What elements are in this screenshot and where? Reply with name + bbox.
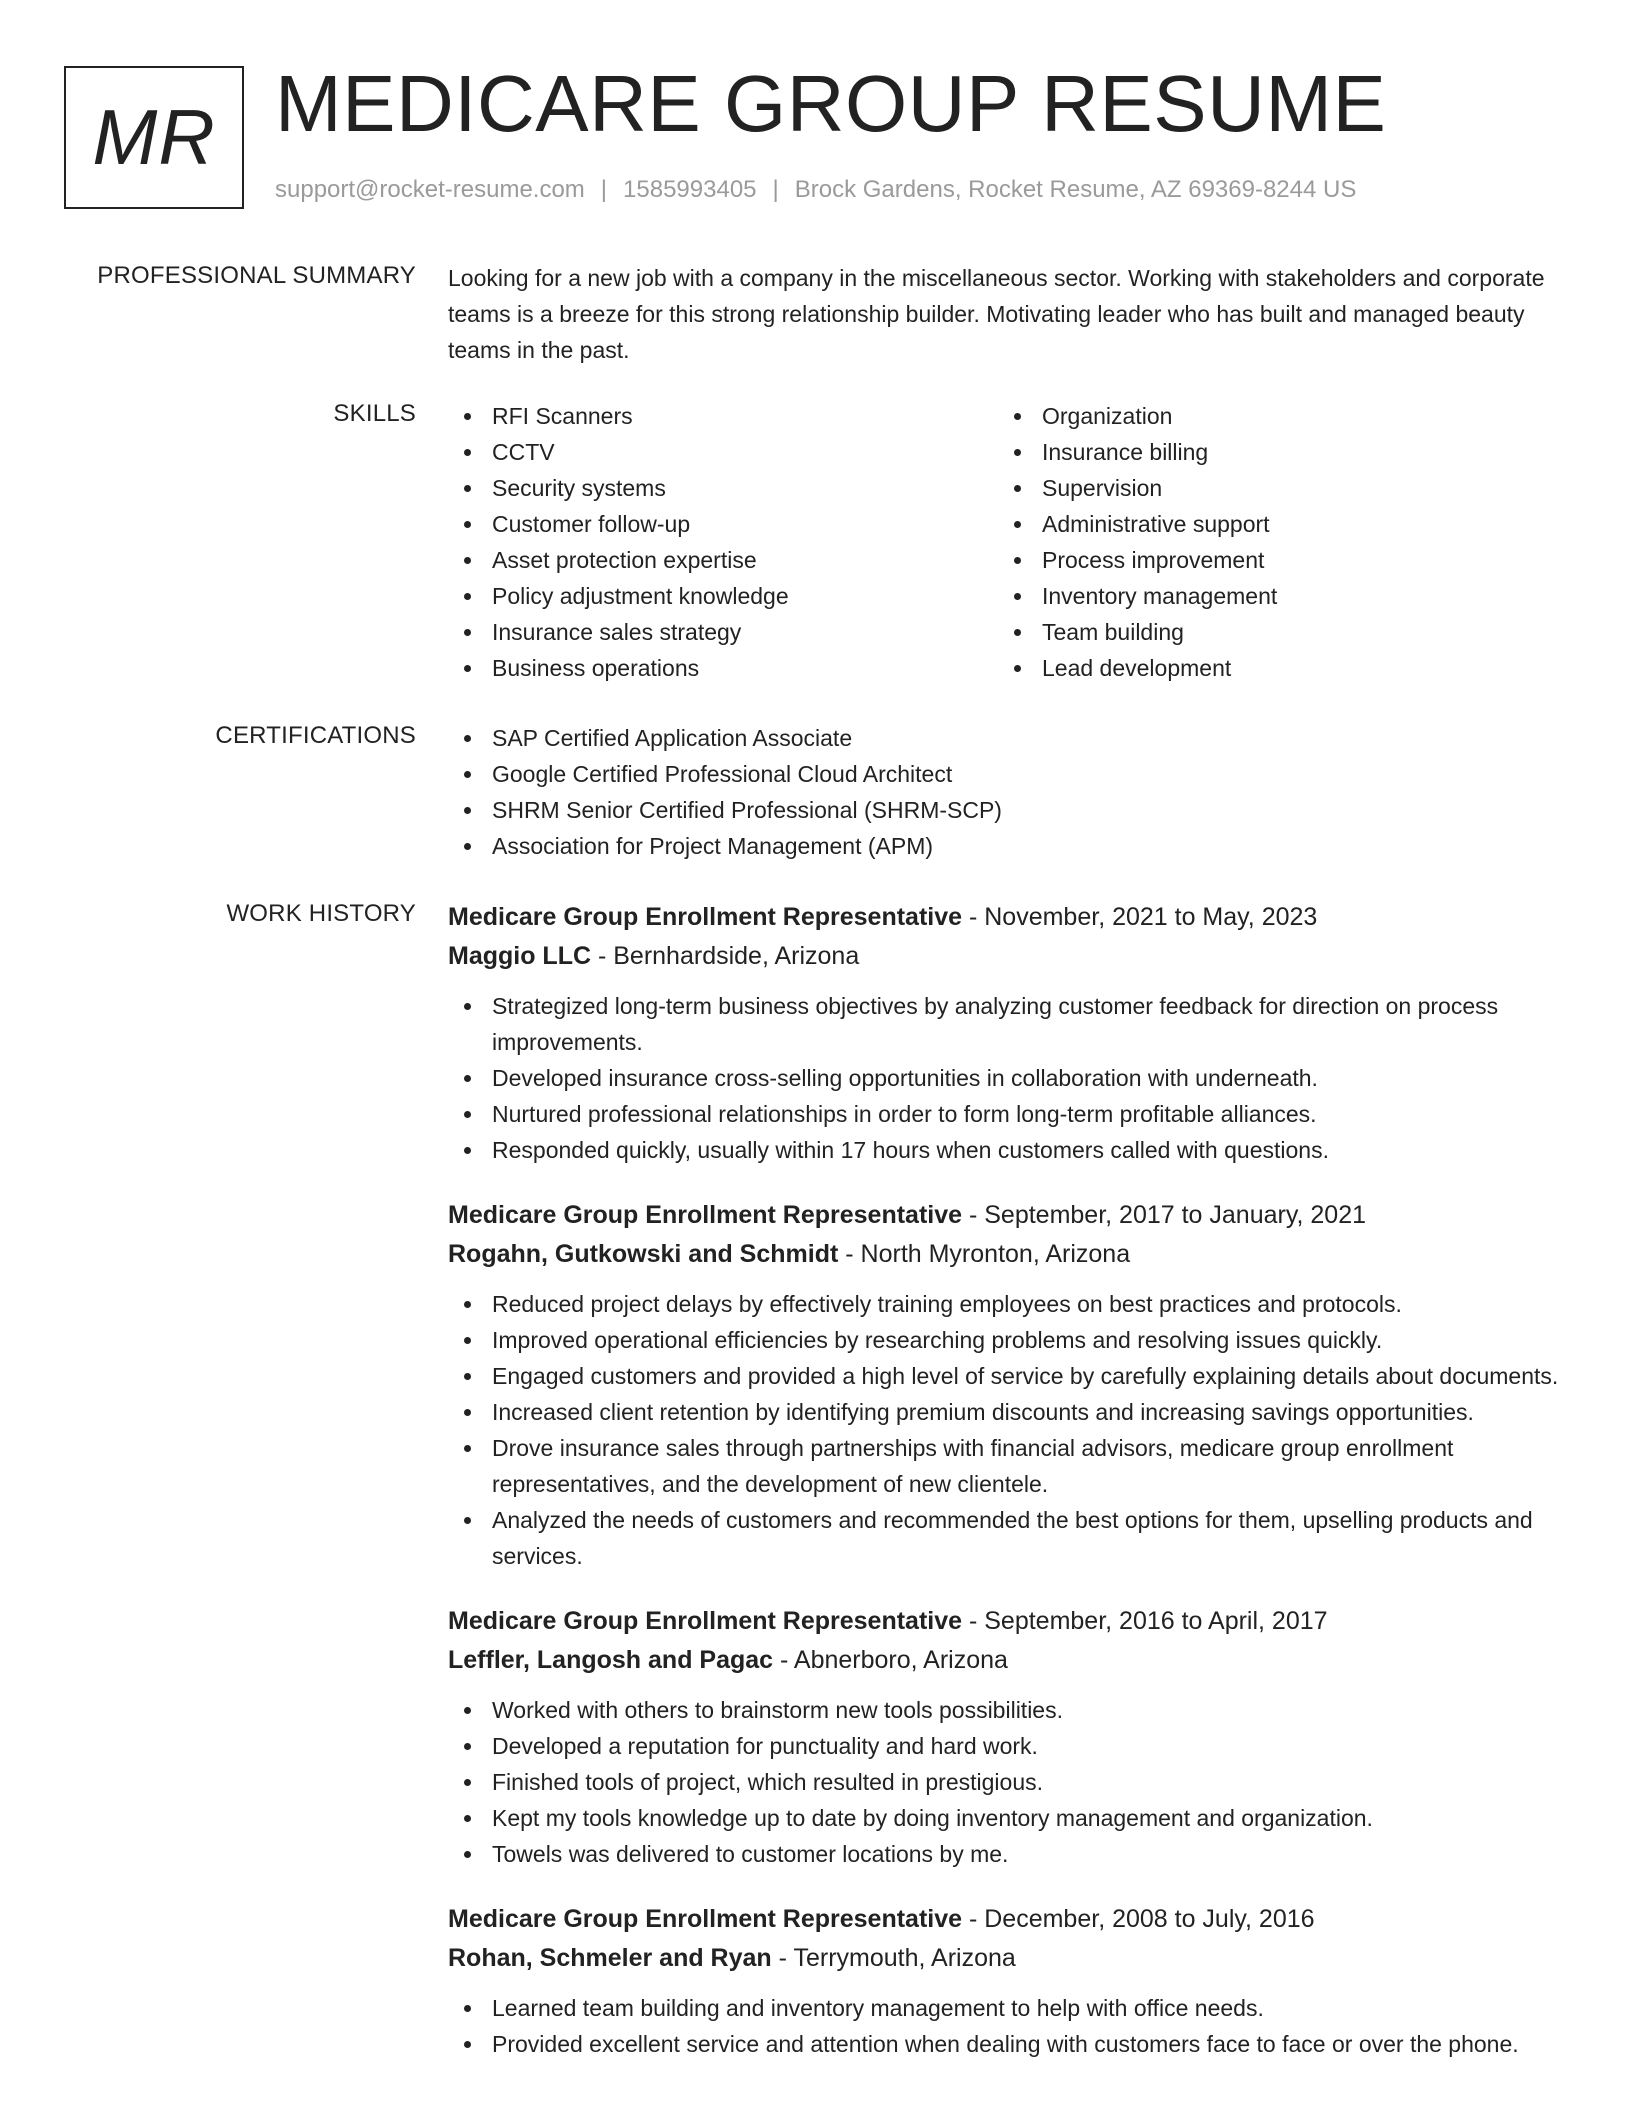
section-heading-skills: SKILLS [333,400,416,427]
job-title-line [448,1602,1568,1641]
list-item: Business operations [448,650,998,686]
job-company: Rohan, Schmeler and Ryan [448,1944,772,1972]
section-heading-summary: PROFESSIONAL SUMMARY [97,262,416,289]
resume-title: MEDICARE GROUP RESUME [275,59,1387,148]
summary-text: Looking for a new job with a company in the miscellaneous sector. Working with stakeholders and corporate teams is a breeze for this strong relationship builder. Motivating leader who has built and managed beauty teams in the past. [448,265,1545,363]
job-entry [448,1900,1568,2062]
monogram-initials: MR [92,93,216,181]
list-item: Developed insurance cross-selling opportunities in collaboration with underneath. [448,1060,1568,1096]
list-item: RFI Scanners [448,398,998,434]
list-item: SAP Certified Application Associate [448,720,1568,756]
list-item: Reduced project delays by effectively training employees on best practices and protocols. [448,1286,1568,1322]
job-entry [448,1602,1568,1872]
list-item: Association for Project Management (APM) [448,828,1568,864]
job-title-line [448,898,1568,937]
job-bullets [448,1990,1568,2062]
job-location: - Abnerboro, Arizona [773,1646,1008,1674]
work-history-body [448,898,1568,2090]
skills-list-right [998,398,1548,686]
list-item: Google Certified Professional Cloud Architect [448,756,1568,792]
contact-address: Brock Gardens, Rocket Resume, AZ 69369-8244 US [794,176,1357,203]
list-item: Strategized long-term business objectives by analyzing customer feedback for direction on process improvements. [448,988,1568,1060]
job-company: Leffler, Langosh and Pagac [448,1646,774,1674]
list-item: Kept my tools knowledge up to date by doing inventory management and organization. [448,1800,1568,1836]
job-entry [448,1196,1568,1574]
skills-list-left [448,398,998,686]
list-item: Drove insurance sales through partnerships with financial advisors, medicare group enrollment representatives, and the development of new clientele. [448,1430,1568,1502]
job-dates: - September, 2017 to January, 2021 [962,1201,1366,1229]
job-dates: - November, 2021 to May, 2023 [962,903,1318,931]
job-location: - Terrymouth, Arizona [771,1944,1016,1972]
list-item: Improved operational efficiencies by researching problems and resolving issues quickly. [448,1322,1568,1358]
list-item: Security systems [448,470,998,506]
list-item: Provided excellent service and attention when dealing with customers face to face or over the phone. [448,2026,1568,2062]
list-item: Increased client retention by identifying premium discounts and increasing savings opportunities. [448,1394,1568,1430]
list-item: Towels was delivered to customer locations by me. [448,1836,1568,1872]
job-title-line [448,1900,1568,1939]
list-item: Finished tools of project, which resulted in prestigious. [448,1764,1568,1800]
contact-email[interactable]: support@rocket-resume.com [275,176,585,203]
job-location: - Bernhardside, Arizona [591,942,860,970]
job-company: Maggio LLC [448,942,592,970]
job-dates: - December, 2008 to July, 2016 [962,1905,1315,1933]
list-item: Customer follow-up [448,506,998,542]
contact-phone[interactable]: 1585993405 [623,176,757,203]
certifications-list [448,720,1568,864]
monogram-badge [64,66,244,209]
job-bullets [448,1286,1568,1574]
list-item: Lead development [998,650,1548,686]
job-company-line [448,1939,1568,1978]
list-item: Asset protection expertise [448,542,998,578]
list-item: SHRM Senior Certified Professional (SHRM-SCP) [448,792,1568,828]
section-heading-certifications: CERTIFICATIONS [215,722,416,749]
job-company-line [448,1641,1568,1680]
contact-separator: | [772,176,779,203]
list-item: Nurtured professional relationships in order to form long-term profitable alliances. [448,1096,1568,1132]
job-title: Medicare Group Enrollment Representative [448,1905,963,1933]
list-item: Administrative support [998,506,1548,542]
job-company-line [448,1235,1568,1274]
job-bullets [448,1692,1568,1872]
list-item: Insurance billing [998,434,1548,470]
job-company-line [448,937,1568,976]
job-location: - North Myronton, Arizona [838,1240,1131,1268]
job-title: Medicare Group Enrollment Representative [448,1201,963,1229]
skills-columns [448,398,1568,686]
list-item: Developed a reputation for punctuality and hard work. [448,1728,1568,1764]
certifications-body [448,720,1568,864]
list-item: Responded quickly, usually within 17 hours when customers called with questions. [448,1132,1568,1168]
job-title: Medicare Group Enrollment Representative [448,903,963,931]
list-item: Organization [998,398,1548,434]
list-item: Worked with others to brainstorm new tools possibilities. [448,1692,1568,1728]
job-dates: - September, 2016 to April, 2017 [962,1607,1328,1635]
contact-separator: | [600,176,608,203]
list-item: Team building [998,614,1548,650]
list-item: Learned team building and inventory management to help with office needs. [448,1990,1568,2026]
list-item: Supervision [998,470,1548,506]
job-company: Rogahn, Gutkowski and Schmidt [448,1240,839,1268]
contact-line [275,175,1356,205]
list-item: Insurance sales strategy [448,614,998,650]
section-heading-work-history: WORK HISTORY [226,900,416,927]
job-title-line [448,1196,1568,1235]
job-title: Medicare Group Enrollment Representative [448,1607,963,1635]
list-item: Analyzed the needs of customers and recommended the best options for them, upselling products and services. [448,1502,1568,1574]
job-entry [448,898,1568,1168]
list-item: Engaged customers and provided a high level of service by carefully explaining details about documents. [448,1358,1568,1394]
list-item: CCTV [448,434,998,470]
list-item: Policy adjustment knowledge [448,578,998,614]
list-item: Inventory management [998,578,1548,614]
job-bullets [448,988,1568,1168]
list-item: Process improvement [998,542,1548,578]
